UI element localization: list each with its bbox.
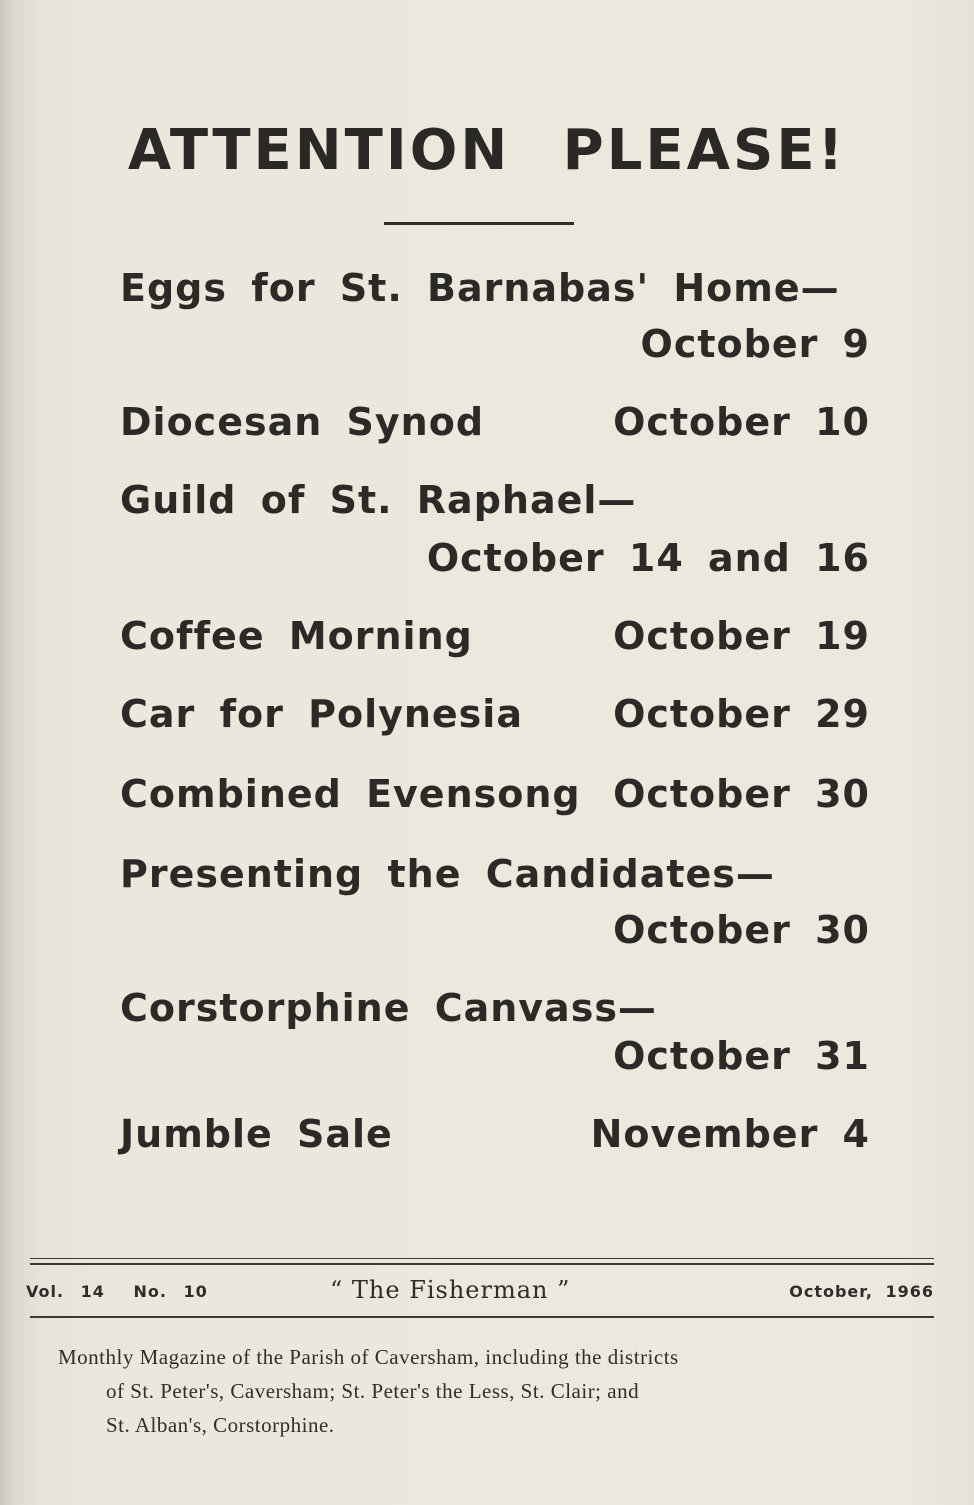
event-date: October 14 and 16 [426,536,870,580]
magazine-description [58,1340,918,1442]
page-title: ATTENTION PLEASE! [127,118,847,183]
event-date: November 4 [590,1112,870,1156]
event-name: Car for Polynesia [120,692,523,736]
event-name: Jumble Sale [120,1112,393,1156]
event-name: Coffee Morning [120,614,473,658]
masthead-row [0,1276,974,1310]
footer-rule-top [30,1258,934,1259]
event-name: Presenting the Candidates— [120,852,775,896]
event-date: October 9 [640,322,870,366]
event-date: October 31 [613,1034,870,1078]
title-divider [384,222,574,225]
event-name: Corstorphine Canvass— [120,986,657,1030]
event-date: October 30 [613,908,870,952]
volume-info [26,1282,208,1301]
magazine-title: “ The Fisherman ” [330,1276,571,1304]
description-line: St. Alban's, Corstorphine. [106,1413,335,1437]
description-line: of St. Peter's, Caversham; St. Peter's the Less, St. Clair; and [106,1379,640,1403]
description-line: Monthly Magazine of the Parish of Caversham, including the districts [58,1345,679,1369]
volume-number: Vol. 14 [26,1282,105,1301]
event-date: October 29 [613,692,870,736]
footer-rule-top-double [30,1263,934,1265]
issue-number: No. 10 [133,1282,208,1301]
footer-rule-bottom [30,1316,934,1318]
event-date: October 30 [613,772,870,816]
event-name: Guild of St. Raphael— [120,478,637,522]
event-name: Diocesan Synod [120,400,485,444]
issue-date: October, 1966 [789,1282,934,1301]
event-name: Combined Evensong [120,772,581,816]
event-date: October 19 [613,614,870,658]
event-name: Eggs for St. Barnabas' Home— [120,266,840,310]
event-date: October 10 [613,400,870,444]
